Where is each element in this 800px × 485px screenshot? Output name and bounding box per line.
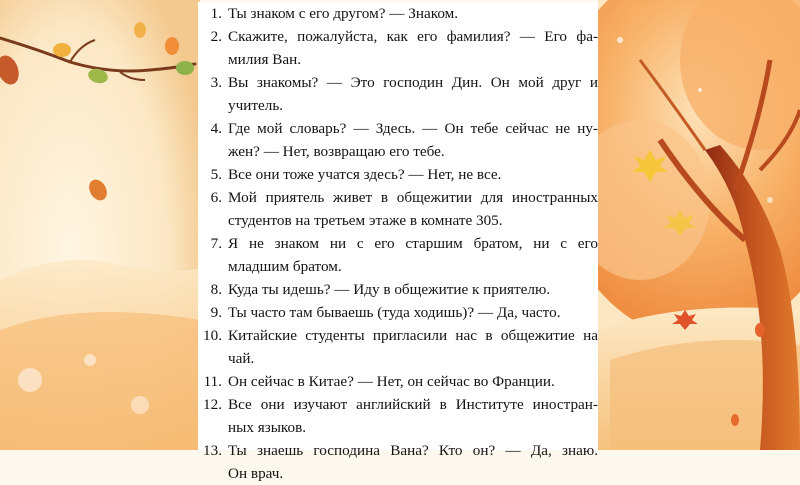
item-number: 3. bbox=[210, 74, 222, 91]
item-text bbox=[228, 2, 598, 25]
list-item bbox=[198, 2, 598, 25]
item-number: 10. bbox=[203, 327, 222, 344]
item-number: 4. bbox=[210, 120, 222, 137]
item-text bbox=[228, 186, 598, 232]
item-number: 7. bbox=[210, 235, 222, 252]
list-item bbox=[198, 232, 598, 278]
list-item bbox=[198, 117, 598, 163]
list-item bbox=[198, 439, 598, 485]
item-text bbox=[228, 439, 598, 485]
list-item bbox=[198, 393, 598, 439]
item-text bbox=[228, 232, 598, 278]
item-text-line: Все они тоже учатся здесь? — Нет, не все. bbox=[228, 166, 502, 183]
item-text-line: Китайские студенты пригласили нас в общежитие на чай. bbox=[228, 327, 598, 367]
item-text-line: Мой приятель живет в общежитии для иностранных bbox=[228, 189, 598, 206]
item-text-line: Он сейчас в Китае? — Нет, он сейчас во Франции. bbox=[228, 373, 555, 390]
item-text bbox=[228, 71, 598, 117]
item-number: 1. bbox=[210, 5, 222, 22]
item-text-line: Ты часто там бываешь (туда ходишь)? — Да, часто. bbox=[228, 304, 561, 321]
item-text-line: Он врач. bbox=[228, 465, 284, 482]
list-item bbox=[198, 370, 598, 393]
item-text bbox=[228, 163, 598, 186]
item-text-line: милия Ван. bbox=[228, 51, 302, 68]
item-text-line: Ты знаком с его другом? — Знаком. bbox=[228, 5, 459, 22]
item-number: 9. bbox=[210, 304, 222, 321]
item-number: 6. bbox=[210, 189, 222, 206]
item-text-line: Скажите, пожалуйста, как его фамилия? — Его фа- bbox=[228, 28, 598, 45]
item-text bbox=[228, 393, 598, 439]
item-text bbox=[228, 301, 598, 324]
list-item bbox=[198, 163, 598, 186]
list-item bbox=[198, 278, 598, 301]
list-item bbox=[198, 186, 598, 232]
item-text-line: Я не знаком ни с его старшим братом, ни с его bbox=[228, 235, 598, 252]
item-text-line: учитель. bbox=[228, 97, 284, 114]
numbered-list bbox=[198, 2, 598, 485]
list-item bbox=[198, 324, 598, 370]
item-number: 13. bbox=[203, 442, 222, 459]
item-text-line: Ты знаешь господина Вана? Кто он? — Да, знаю. bbox=[228, 442, 598, 459]
item-text bbox=[228, 278, 598, 301]
list-item bbox=[198, 71, 598, 117]
item-text-line: ных языков. bbox=[228, 419, 307, 436]
list-item bbox=[198, 301, 598, 324]
item-text-line: Все они изучают английский в Институте иностран- bbox=[228, 396, 598, 413]
list-item bbox=[198, 25, 598, 71]
item-text bbox=[228, 370, 598, 393]
item-number: 2. bbox=[210, 28, 222, 45]
exercise-sentences bbox=[198, 2, 598, 482]
item-number: 11. bbox=[203, 373, 222, 390]
item-text bbox=[228, 324, 598, 370]
item-number: 12. bbox=[203, 396, 222, 413]
item-text-line: Вы знакомы? — Это господин Дин. Он мой друг и bbox=[228, 74, 598, 91]
item-text-line: Куда ты идешь? — Иду в общежитие к приятелю. bbox=[228, 281, 551, 298]
item-text bbox=[228, 25, 598, 71]
item-text-line: младшим братом. bbox=[228, 258, 342, 275]
item-number: 5. bbox=[210, 166, 222, 183]
item-text-line: жен? — Нет, возвращаю его тебе. bbox=[228, 143, 445, 160]
left-autumn-scene bbox=[0, 0, 200, 450]
item-text-line: студентов на третьем этаже в комнате 305. bbox=[228, 212, 503, 229]
item-text-line: Где мой словарь? — Здесь. — Он тебе сейчас не ну- bbox=[228, 120, 598, 137]
item-text bbox=[228, 117, 598, 163]
item-number: 8. bbox=[210, 281, 222, 298]
